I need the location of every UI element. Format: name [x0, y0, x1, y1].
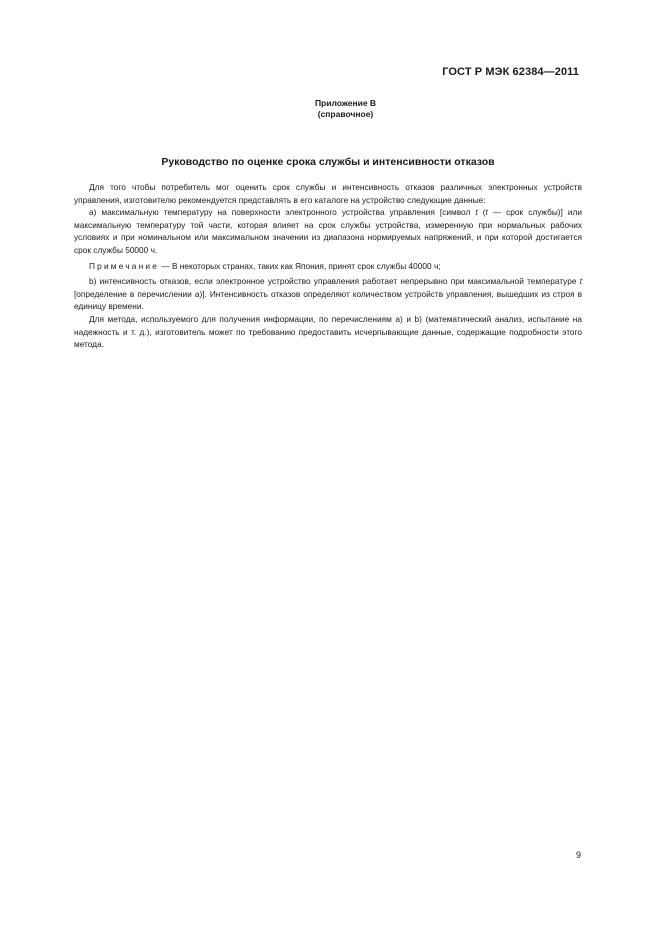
paragraph-item-b: [74, 275, 582, 313]
note-text: — В некоторых странах, таких как Япония, принят срок службы 40000 ч;: [159, 260, 441, 271]
annex-subtitle: (справочное): [317, 109, 374, 119]
item-a-text-2: (: [477, 207, 486, 218]
body-text: [74, 181, 582, 351]
paragraph-item-a: [74, 206, 582, 256]
annex-title: Приложение В: [314, 98, 377, 108]
symbol-t: t: [485, 207, 488, 218]
annex-heading: [0, 98, 661, 120]
item-a-text-3: — срок службы)] или максимальную температуру той части, которая влияет на срок службы устройства, измеренную при нормальных рабочих условиях и при номинальном или максимальном значении из диапазона нормируемых напряжений, и при которой достигается срок службы 50000 ч.: [74, 207, 583, 255]
item-b-text-1: b) интенсивность отказов, если электронное устройство управления работает непрерывно при максимальной температуре: [89, 276, 580, 287]
paragraph-method-text: Для метода, используемого для получения информации, по перечислениям а) и b) (математический анализ, испытание на надежность и т. д.), изготовитель может по требованию предоставить исчерпывающие данные, содержащие подробности этого метода.: [74, 313, 582, 350]
note-label: Примечание: [89, 260, 160, 271]
item-a-text-1: а) максимальную температуру на поверхности электронного устройства управления [символ: [89, 207, 476, 218]
page-number: 9: [575, 850, 581, 860]
symbol-t: t: [475, 207, 478, 218]
paragraph-note: [74, 260, 582, 273]
item-b-text-2: [определение в перечислении а)]. Интенсивность отказов определяют количеством устройств управления, вышедших из строя в единицу времени.: [74, 288, 582, 312]
paragraph-intro: [74, 181, 582, 206]
section-title: Руководство по оценке срока службы и интенсивности отказов: [161, 156, 495, 168]
paragraph-intro-text: Для того чтобы потребитель мог оценить срок службы и интенсивность отказов различных электронных устройств управления, изготовителю рекомендуется представлять в его каталоге на устройство следующие данные:: [74, 182, 582, 205]
paragraph-method: [74, 313, 582, 351]
document-code: ГОСТ Р МЭК 62384—2011: [442, 66, 579, 78]
symbol-t: t: [579, 276, 582, 287]
